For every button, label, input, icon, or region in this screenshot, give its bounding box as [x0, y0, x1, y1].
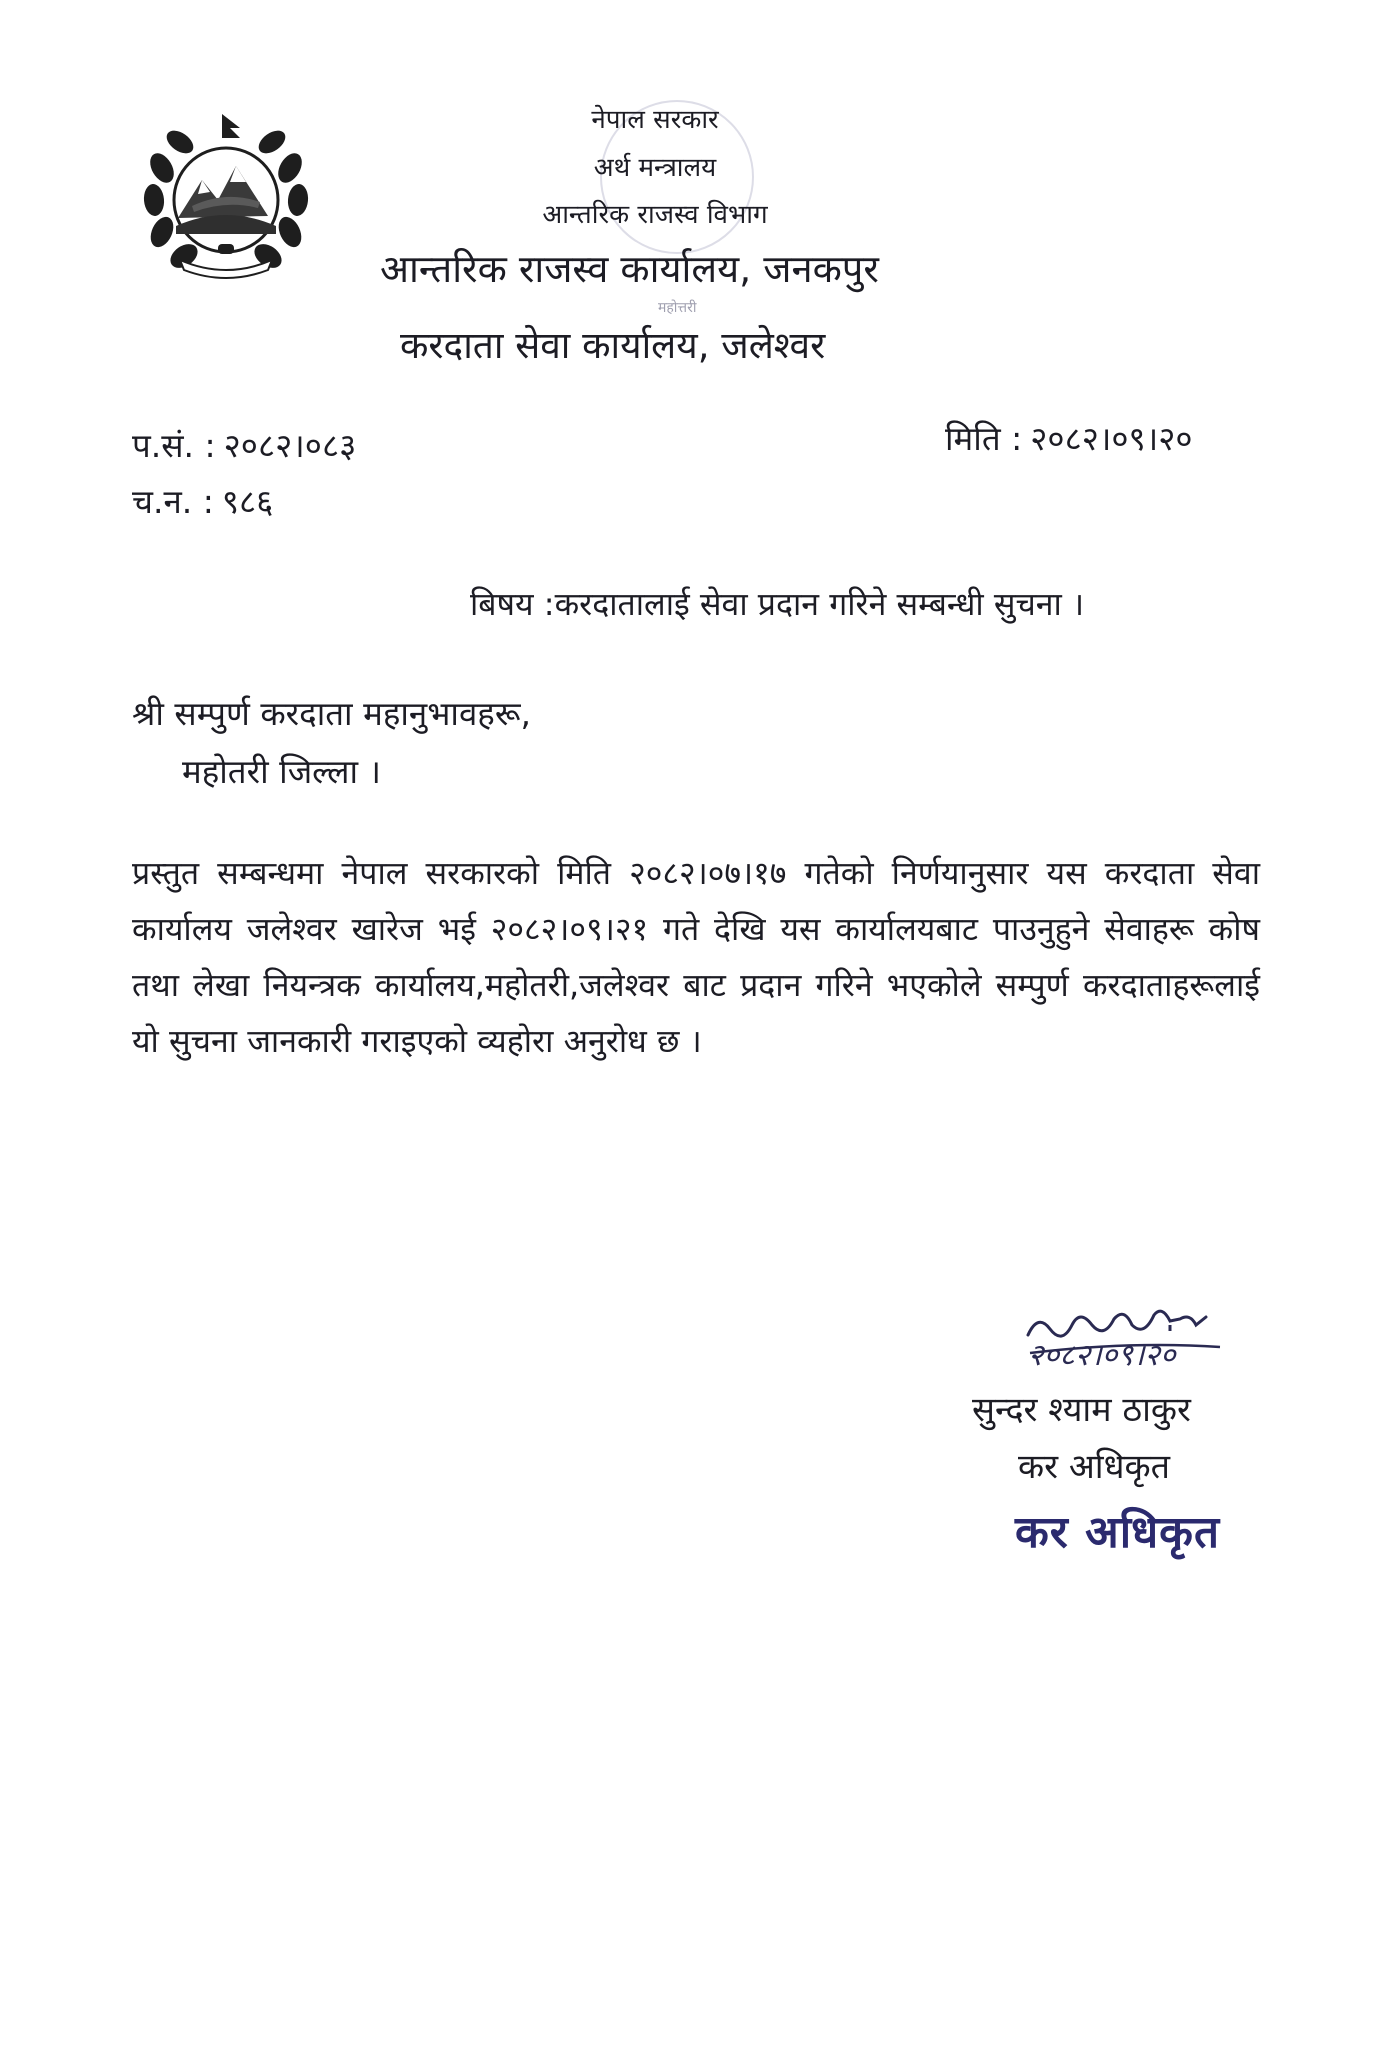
dispatch-value: ९८६ [221, 482, 274, 521]
signer-title: कर अधिकृत [1018, 1447, 1171, 1487]
reference-label: प.सं. : [132, 426, 216, 465]
date-value: २०८२।०९।२० [1030, 419, 1193, 458]
letter-subject: बिषय :करदातालाई सेवा प्रदान गरिने सम्बन्धी सुचना । [470, 585, 1085, 623]
dispatch-label: च.न. : [132, 482, 214, 521]
official-title-stamp: कर अधिकृत [1015, 1507, 1221, 1558]
department-name: आन्तरिक राजस्व विभाग [542, 200, 768, 230]
reference-number [132, 422, 356, 467]
signer-name: सुन्दर श्याम ठाकुर [972, 1390, 1191, 1430]
government-name: नेपाल सरकार [591, 105, 719, 135]
signature-date: २०८२।०९।२० [1028, 1338, 1176, 1373]
sub-office-name: करदाता सेवा कार्यालय, जलेश्वर [400, 324, 826, 367]
ministry-name: अर्थ मन्त्रालय [593, 153, 717, 183]
date-label: मिति : [945, 419, 1023, 458]
reference-value: २०८२।०८३ [223, 426, 357, 465]
letter-date [945, 415, 1193, 460]
dispatch-number [132, 478, 273, 523]
addressee-line: श्री सम्पुर्ण करदाता महानुभावहरू, [132, 694, 531, 733]
letter-body: प्रस्तुत सम्बन्धमा नेपाल सरकारको मिति २०८२।०७।१७ गतेको निर्णयानुसार यस करदाता सेवा कार्यालय जलेश्वर खारेज भई २०८२।०९।२१ गते देखि यस कार्यालयबाट पाउनुहुने सेवाहरू कोष तथा लेखा नियन्त्रक कार्यालय,महोतरी,जलेश्वर बाट प्रदान गरिने भएकोले सम्पुर्ण करदाताहरूलाई यो सुचना जानकारी गराइएको व्यहोरा अनुरोध छ । [132, 854, 1260, 1060]
office-name: आन्तरिक राजस्व कार्यालय, जनकपुर [380, 247, 879, 291]
addressee-district: महोतरी जिल्ला । [182, 752, 381, 791]
seal-text: महोत्तरी [658, 300, 697, 316]
